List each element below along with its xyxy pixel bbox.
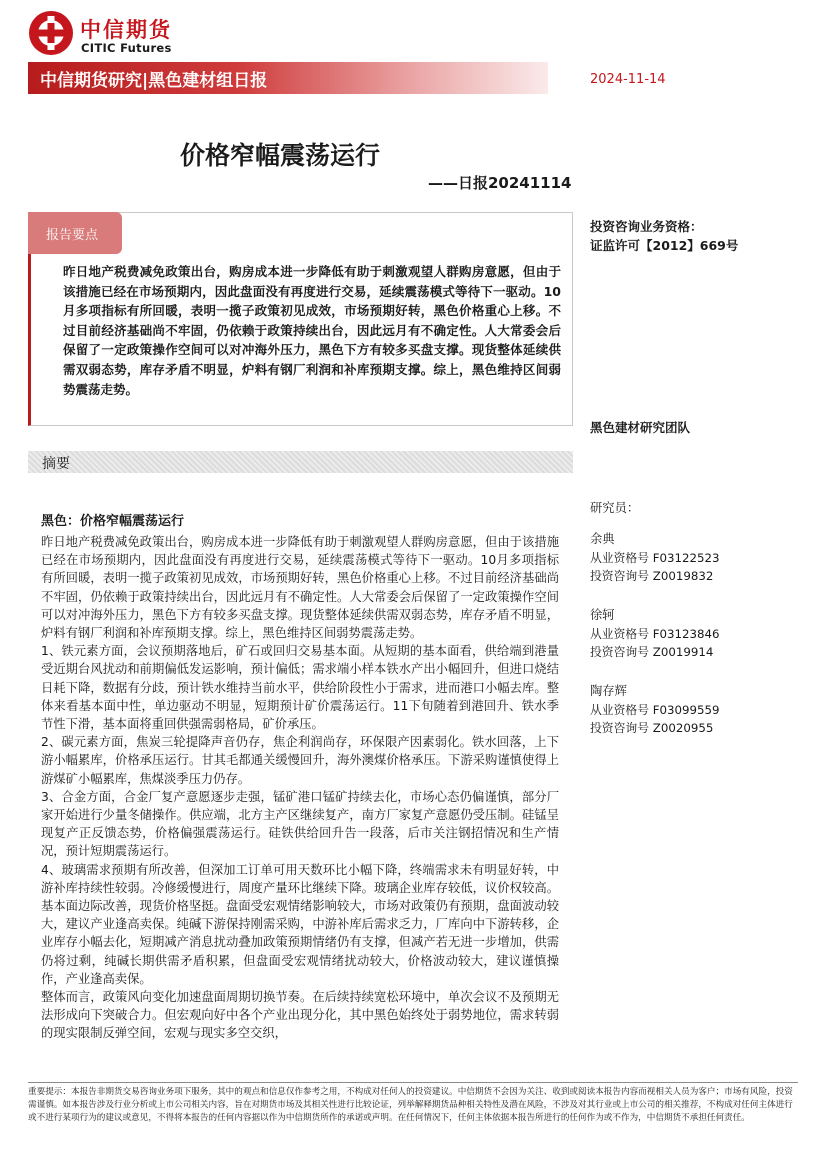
abstract-paragraph: 4、玻璃需求预期有所改善，但深加工订单可用天数环比小幅下降，终端需求未有明显好转，中游补库持续性较弱。冷修缓慢进行，周度产量环比继续下降。玻璃企业库存较低，议价权较高。基本面边际改善，现货价格坚挺。盘面受宏观情绪影响较大，市场对政策仍有预期，盘面波动较大，建议产业逢高卖保。纯碱下游保持刚需采购，中游补库后需求乏力，厂库向中下游转移，企业库存小幅去化，短期减产消息扰动叠加政策预期情绪仍有支撑，但减产若无进一步增加，供需仍将过剩，纯碱长期供需矛盾积累，但盘面受宏观情绪扰动较大，价格波动较大，建议谨慎操作，产业逢高卖保。 bbox=[41, 862, 559, 986]
researcher-qualification: 从业资格号 F03123846 bbox=[590, 627, 720, 641]
key-points-body: 昨日地产税费减免政策出台，购房成本进一步降低有助于刺激观望人群购房意愿，但由于该措施已经在市场预期内，因此盘面没有再度进行交易，延续震荡模式等待下一驱动。10月多项指标有所回暖，表明一揽子政策初见成效，市场预期好转，黑色价格重心上移。不过目前经济基础尚不牢固，仍依赖于政策持续出台，因此远月有不确定性。人大常委会后保留了一定政策操作空间可以对冲海外压力，黑色下方有较多买盘支撑。现货整体延续供需双弱态势，库存矛盾不明显，炉料有钢厂利润和补库预期支撑。综上，黑色维持区间弱势震荡走势。 bbox=[63, 264, 561, 397]
researcher-name: 余典 bbox=[590, 532, 615, 546]
disclaimer: 重要提示：本报告非期货交易咨询业务项下服务，其中的观点和信息仅作参考之用，不构成对任何人的投资建议。中信期货不会因为关注、收到或阅读本报告内容而视相关人员为客户；市场有风险，投资需谨慎。如本报告涉及行业分析或上市公司相关内容，旨在对期货市场及其相关性进行比较论证，列举解释期货品种相关特性及潜在风险，不涉及对其行业或上市公司的相关推荐，不构成对任何主体进行或不进行某项行为的建议或意见，不得将本报告的任何内容据以作为中信期货所作的承诺或声明。在任何情况下，任何主体依据本报告所进行的任何作为或不作为，中信期货不承担任何责任。 bbox=[28, 1082, 798, 1126]
report-date: 2024-11-14 bbox=[590, 72, 666, 87]
abstract-body bbox=[41, 533, 559, 1043]
key-points-tab bbox=[28, 212, 122, 254]
report-series-banner bbox=[28, 62, 548, 94]
abstract-section-bar bbox=[28, 451, 573, 473]
citic-logo-icon bbox=[28, 10, 74, 56]
researcher-advisory-number: 投资咨询号 Z0019832 bbox=[590, 569, 714, 583]
researcher-advisory-number: 投资咨询号 Z0019914 bbox=[590, 645, 714, 659]
abstract-paragraph: 昨日地产税费减免政策出台，购房成本进一步降低有助于刺激观望人群购房意愿，但由于该措施已经在市场预期内，因此盘面没有再度进行交易，延续震荡模式等待下一驱动。10月多项指标有所回暖，表明一揽子政策初见成效，市场预期好转，黑色价格重心上移。不过目前经济基础尚不牢固，仍依赖于政策持续出台，因此远月有不确定性。人大常委会后保留了一定政策操作空间可以对冲海外压力，黑色下方有较多买盘支撑。现货整体延续供需双弱态势，库存矛盾不明显，炉料有钢厂利润和补库预期支撑。综上，黑色维持区间弱势震荡走势。 bbox=[41, 535, 559, 641]
license-number: 证监许可【2012】669号 bbox=[590, 238, 739, 253]
banner-text: 中信期货研究|黑色建材组日报 bbox=[40, 71, 268, 91]
research-team-name: 黑色建材研究团队 bbox=[590, 420, 691, 435]
researcher-name: 陶存辉 bbox=[590, 684, 627, 698]
abstract-paragraph: 2、碳元素方面，焦炭三轮提降声音仍存，焦企利润尚存，环保限产因素弱化。铁水回落，上下游小幅累库，价格承压运行。甘其毛都通关缓慢回升，海外澳煤价格承压。下游采购谨慎使得上游煤矿小幅累库，焦煤淡季压力仍存。 bbox=[41, 735, 559, 786]
abstract-paragraph: 整体而言，政策风向变化加速盘面周期切换节奏。在后续持续宽松环境中，单次会议不及预期无法形成向下突破合力。但宏观向好中各个产业出现分化，其中黑色始终处于弱势地位，需求转弱的现实限制反弹空间，宏观与现实多空交织， bbox=[41, 990, 559, 1041]
logo-english-name: CITIC Futures bbox=[81, 41, 172, 55]
abstract-heading: 黑色：价格窄幅震荡运行 bbox=[41, 514, 185, 529]
researcher-card bbox=[590, 682, 790, 737]
researcher-qualification: 从业资格号 F03122523 bbox=[590, 551, 720, 565]
researchers-label: 研究员： bbox=[590, 501, 640, 515]
abstract-paragraph: 3、合金方面，合金厂复产意愿逐步走强，锰矿港口锰矿持续去化，市场心态仍偏谨慎，部分厂家开始进行少量冬储操作。供应端，北方主产区继续复产，南方厂家复产意愿仍受压制。硅锰呈现复产正反馈态势，价格偏强震荡运行。硅铁供给回升告一段落，后市关注钢招情况和生产情况，预计短期震荡运行。 bbox=[41, 789, 559, 859]
citic-futures-logo bbox=[28, 10, 198, 56]
researcher-qualification: 从业资格号 F03099559 bbox=[590, 703, 720, 717]
researcher-card bbox=[590, 530, 790, 585]
report-subtitle: ——日报20241114 bbox=[428, 174, 572, 192]
license-label: 投资咨询业务资格： bbox=[590, 219, 703, 234]
researcher-card bbox=[590, 606, 790, 661]
report-title: 价格窄幅震荡运行 bbox=[180, 141, 381, 170]
abstract-label: 摘要 bbox=[42, 456, 70, 472]
researcher-name: 徐轲 bbox=[590, 608, 615, 622]
researcher-advisory-number: 投资咨询号 Z0020955 bbox=[590, 721, 714, 735]
key-points-label: 报告要点 bbox=[46, 228, 99, 243]
logo-chinese-name: 中信期货 bbox=[80, 18, 172, 42]
abstract-paragraph: 1、铁元素方面，会议预期落地后，矿石或回归交易基本面。从短期的基本面看，供给端到港量受近期台风扰动和前期偏低发运影响，预计偏低；需求端小样本铁水产出小幅回升，但进口烧结日耗下降，数据有分歧，预计铁水维持当前水平，供给阶段性小于需求，进而港口小幅去库。整体来看基本面中性，单边驱动不明显，短期预计矿价震荡运行。11下旬随着到港回升、铁水季节性下滑，基本面将重回供强需弱格局，矿价承压。 bbox=[41, 644, 559, 732]
